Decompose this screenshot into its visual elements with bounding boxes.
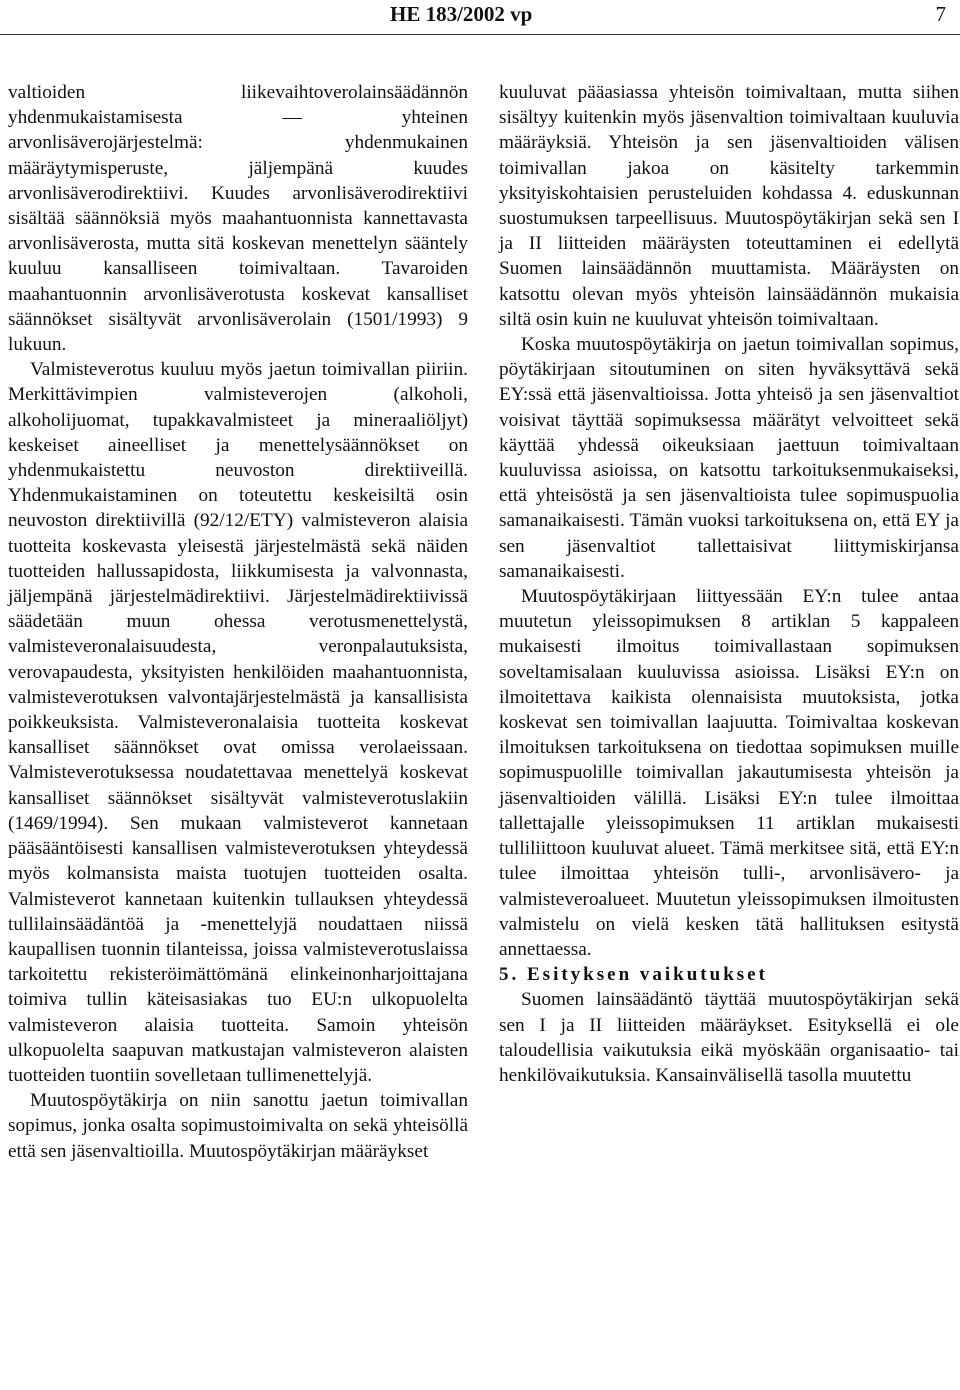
document-title: HE 183/2002 vp bbox=[390, 2, 533, 26]
paragraph: Valmisteverotus kuuluu myös jaetun toimivallan piiriin. Merkittävimpien valmisteverojen (alkoholi, alkoholijuomat, tupakkavalmisteet ja mineraaliöljyt) keskeiset aineelliset ja menettelysäännökset on yhdenmukaistettu neuvoston direktiiveillä. Yhdenmukaistaminen on toteutettu keskeisiltä osin neuvoston direktiivillä (92/12/ETY) valmisteveron alaisia tuotteita koskevasta yleisestä järjestelmästä sekä näiden tuotteiden hallussapidosta, liikkumisesta ja valvonnasta, jäljempänä järjestelmädirektiivi. Järjestelmädirektiivissä säädetään muun ohessa verotusmenettelystä, valmisteveronalaisuudesta, veronpalautuksista, verovapaudesta, yksityisten henkilöiden maahantuonnista, valmisteverotuksen valvontajärjestelmästä ja kansallisista poikkeuksista. Valmisteveronalaisia tuotteita koskevat kansalliset säännökset ovat omissa verolaeissaan. Valmisteverotuksessa noudatettavaa menettelyä koskevat kansalliset säännökset sisältyvät valmisteverotuslakiin (1469/1994). Sen mukaan valmisteverot kannetaan pääsääntöisesti kansallisen valmisteverotuksen yhteydessä myös kolmansista maista tuotujen tuotteiden osalta. Valmisteverot kannetaan kuitenkin tullauksen yhteydessä tullilainsäädäntöä ja -menettelyjä noudattaen niissä kaupallisen tuonnin tilanteissa, joissa valmisteverotuslaissa tarkoitettu rekisteröimättömänä elinkeinonharjoittajana toimiva tullin käteisasiakas tuo EU:n ulkopuolelta valmisteveron alaisia tuotteita. Samoin yhteisön ulkopuolelta saapuvan matkustajan valmisteveron alaisten tuotteiden tuontiin sovelletaan tullimenettelyjä. bbox=[8, 359, 468, 1086]
paragraph: Muutospöytäkirjaan liittyessään EY:n tulee antaa muutetun yleissopimuksen 8 artiklan 5 kappaleen mukaisesti ilmoitus toimivallastaan sopimuksen soveltamisalaan kuuluvissa asioissa. Lisäksi EY:n on ilmoitettava kaikista olennaisista muutoksista, jotka koskevat sen toimivallan laajuutta. Toimivaltaa koskevan ilmoituksen tarkoituksena on tiedottaa sopimuksen muille sopimuspuolille toimivallan jakautumisesta yhteisön ja jäsenvaltioiden välillä. Lisäksi EY:n tulee ilmoittaa tallettajalle yleissopimuksen 11 artiklan mukaisesti tulliliittoon kuuluvat alueet. Tämä merkitsee sitä, että EY:n tulee ilmoittaa yhteisön tulli-, arvonlisävero- ja valmisteveroalueet. Muutetun yleissopimuksen ilmoitusten valmistelu on vielä kesken tätä hallituksen esitystä annettaessa. bbox=[499, 586, 959, 960]
page-number: 7 bbox=[935, 2, 946, 26]
right-column bbox=[499, 80, 959, 1088]
paragraph: Suomen lainsäädäntö täyttää muutospöytäkirjan sekä sen I ja II liitteiden määräykset. Esityksellä ei ole taloudellisia vaikutuksia eikä myöskään organisaatio- tai henkilövaikutuksia. Kansainvälisellä tasolla muutettu bbox=[499, 989, 959, 1086]
section-heading: 5. Esityksen vaikutukset bbox=[499, 964, 768, 986]
paragraph: Muutospöytäkirja on niin sanottu jaetun toimivallan sopimus, jonka osalta sopimustoimivalta on sekä yhteisöllä että sen jäsenvaltioilla. Muutospöytäkirjan määräykset bbox=[8, 1090, 468, 1162]
paragraph: valtioiden liikevaihtoverolainsäädännön yhdenmukaistamisesta — yhteinen arvonlisäverojärjestelmä: yhdenmukainen määräytymisperuste, jäljempänä kuudes arvonlisäverodirektiivi. Kuudes arvonlisäverodirektiivi sisältää säännöksiä myös maahantuonnista kannettavasta arvonlisäverosta, mutta sitä koskevan menettelyn sääntely kuuluu kansalliseen toimivaltaan. Tavaroiden maahantuonnin arvonlisäverotusta koskevat kansalliset säännökset sisältyvät arvonlisäverolain (1501/1993) 9 lukuun. bbox=[8, 82, 468, 356]
left-column bbox=[8, 80, 468, 1164]
paragraph: Koska muutospöytäkirja on jaetun toimivallan sopimus, pöytäkirjaan sitoutuminen on siten hyväksyttävä sekä EY:ssä että jäsenvaltioissa. Jotta yhteisö ja sen jäsenvaltiot voisivat täyttää sopimuksessa määrätyt velvoitteet sekä käyttää yhdessä oikeuksiaan jaettuun toimivaltaan kuuluvissa asioissa, on katsottu tarkoituksenmukaiseksi, että yhteisöstä ja sen jäsenvaltioista tulee sopimuspuolia samanaikaisesti. Tämän vuoksi tarkoituksena on, että EY ja sen jäsenvaltiot tallettaisivat liittymiskirjansa samanaikaisesti. bbox=[499, 334, 959, 582]
paragraph: kuuluvat pääasiassa yhteisön toimivaltaan, mutta siihen sisältyy kuitenkin myös jäsenvaltion toimivaltaan kuuluvia määräyksiä. Yhteisön ja sen jäsenvaltioiden välisen toimivallan jakoa on käsitelty tarkemmin yksityiskohtaisien perusteluiden kohdassa 4. eduskunnan suostumuksen tarpeellisuus. Muutospöytäkirjan sekä sen I ja II liitteiden määräysten toteuttaminen ei edellytä Suomen lainsäädännön muuttamista. Määräysten on katsottu olevan myös yhteisön lainsäädännön mukaisia siltä osin kuin ne kuuluvat yhteisön toimivaltaan. bbox=[499, 82, 959, 330]
page-header bbox=[0, 0, 960, 35]
